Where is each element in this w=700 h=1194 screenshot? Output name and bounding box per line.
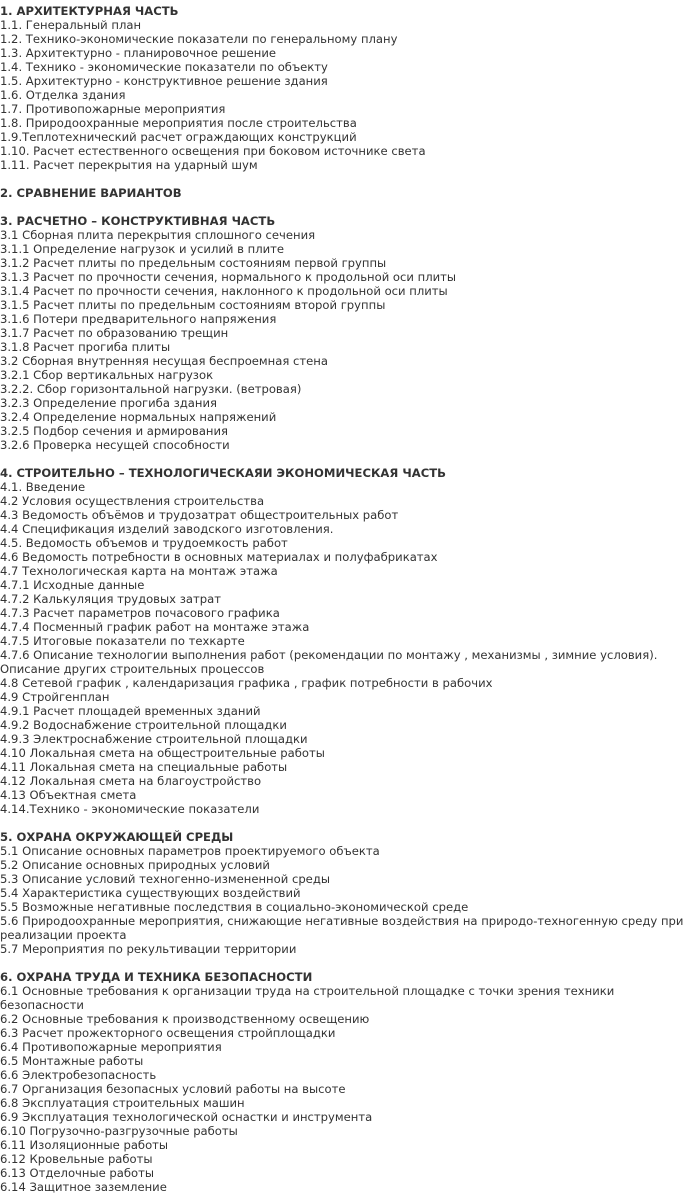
toc-item: 6.14 Защитное заземление — [0, 1180, 167, 1194]
toc-item: 4.9 Стройгенплан — [0, 690, 110, 704]
toc-item: 6.12 Кровельные работы — [0, 1152, 153, 1166]
toc-item: 3.2.3 Определение прогиба здания — [0, 396, 217, 410]
toc-item: 1.10. Расчет естественного освещения при боковом источнике света — [0, 144, 426, 158]
toc-item: 4.7.1 Исходные данные — [0, 578, 145, 592]
toc-item: 1.9.Теплотехнический расчет ограждающих конструкций — [0, 130, 357, 144]
toc-item: 5.3 Описание условий техногенно-измененной среды — [0, 872, 330, 886]
toc-item: 3.1.4 Расчет по прочности сечения, наклонного к продольной оси плиты — [0, 284, 448, 298]
toc-item: 6.5 Монтажные работы — [0, 1054, 144, 1068]
toc-item: 4.11 Локальная смета на специальные работы — [0, 760, 288, 774]
toc-item: 1.7. Противопожарные мероприятия — [0, 102, 226, 116]
toc-item: 3.1.7 Расчет по образованию трещин — [0, 326, 229, 340]
toc-item: 6.3 Расчет прожекторного освещения стройплощадки — [0, 1026, 336, 1040]
section — [0, 970, 700, 1194]
toc-item: 4.2 Условия осуществления строительства — [0, 494, 265, 508]
toc-item: 3.1.6 Потери предварительного напряжения — [0, 312, 277, 326]
toc-item: 4.9.1 Расчет площадей временных зданий — [0, 704, 261, 718]
toc-item: 1.2. Технико-экономические показатели по генеральному плану — [0, 32, 398, 46]
toc-item: 4.14.Технико - экономические показатели — [0, 802, 260, 816]
toc-item: 3.1.3 Расчет по прочности сечения, нормального к продольной оси плиты — [0, 270, 457, 284]
toc-item: 1.3. Архитектурно - планировочное решение — [0, 46, 276, 60]
section — [0, 466, 700, 816]
toc-item: 1.6. Отделка здания — [0, 88, 126, 102]
section-title: 1. АРХИТЕКТУРНАЯ ЧАСТЬ — [0, 4, 179, 18]
toc-item: 6.1 Основные требования к организации труда на строительной площадке с точки зрения техники безопасности — [0, 984, 615, 1012]
toc-item: 4.7.4 Посменный график работ на монтаже этажа — [0, 620, 310, 634]
toc-item: 4.12 Локальная смета на благоустройство — [0, 774, 262, 788]
toc-item: 5.5 Возможные негативные последствия в социально-экономической среде — [0, 900, 469, 914]
toc-item: 1.4. Технико - экономические показатели по объекту — [0, 60, 328, 74]
toc-item: 6.2 Основные требования к производственному освещению — [0, 1012, 370, 1026]
toc-item: 4.10 Локальная смета на общестроительные работы — [0, 746, 325, 760]
toc-item: 3.2.6 Проверка несущей способности — [0, 438, 230, 452]
toc-item: 4.7.5 Итоговые показатели по техкарте — [0, 634, 245, 648]
toc-item: 6.9 Эксплуатация технологической оснастки и инструмента — [0, 1110, 373, 1124]
toc-item: 3.1.1 Определение нагрузок и усилий в плите — [0, 242, 285, 256]
toc-item: 4.3 Ведомость объёмов и трудозатрат общестроительных работ — [0, 508, 399, 522]
section — [0, 830, 700, 956]
toc-item: 3.2 Сборная внутренняя несущая беспроемная стена — [0, 354, 328, 368]
toc-item: 4.8 Сетевой график , календаризация графика , график потребности в рабочих — [0, 676, 493, 690]
section-title: 6. ОХРАНА ТРУДА И ТЕХНИКА БЕЗОПАСНОСТИ — [0, 970, 313, 984]
toc-item: 6.11 Изоляционные работы — [0, 1138, 169, 1152]
section — [0, 186, 700, 200]
section — [0, 4, 700, 172]
toc-item: 6.10 Погрузочно-разгрузочные работы — [0, 1124, 238, 1138]
toc-item: 6.7 Организация безопасных условий работы на высоте — [0, 1082, 346, 1096]
toc-item: 3.1.8 Расчет прогиба плиты — [0, 340, 171, 354]
toc-item: 6.6 Электробезопасность — [0, 1068, 157, 1082]
toc-item: 5.1 Описание основных параметров проектируемого объекта — [0, 844, 380, 858]
section — [0, 214, 700, 452]
toc-item: 3.2.1 Сбор вертикальных нагрузок — [0, 368, 214, 382]
toc-item: 1.8. Природоохранные мероприятия после строительства — [0, 116, 357, 130]
toc-item: 5.7 Мероприятия по рекультивации территории — [0, 942, 297, 956]
section-title: 2. СРАВНЕНИЕ ВАРИАНТОВ — [0, 186, 182, 200]
toc-item: 5.6 Природоохранные мероприятия, снижающие негативные воздействия на природо-техногенную среду при реализации проекта — [0, 914, 684, 942]
toc-item: 4.4 Спецификация изделий заводского изготовления. — [0, 522, 334, 536]
toc-item: 6.4 Противопожарные мероприятия — [0, 1040, 222, 1054]
toc-item: 5.4 Характеристика существующих воздействий — [0, 886, 301, 900]
toc-item: 4.6 Ведомость потребности в основных материалах и полуфабрикатах — [0, 550, 438, 564]
toc-item: 6.8 Эксплуатация строительных машин — [0, 1096, 245, 1110]
toc-item: 4.7.3 Расчет параметров почасового графика — [0, 606, 280, 620]
toc-item: 4.9.3 Электроснабжение строительной площадки — [0, 732, 308, 746]
section-title: 4. СТРОИТЕЛЬНО – ТЕХНОЛОГИЧЕСКАЯИ ЭКОНОМИЧЕСКАЯ ЧАСТЬ — [0, 466, 446, 480]
toc-item: 3.1.2 Расчет плиты по предельным состояниям первой группы — [0, 256, 387, 270]
toc-item: 3.2.5 Подбор сечения и армирования — [0, 424, 229, 438]
toc-item: 4.7.6 Описание технологии выполнения работ (рекомендации по монтажу , механизмы , зимние условия). Описание других строительных процессов — [0, 648, 658, 676]
toc-item: 5.2 Описание основных природных условий — [0, 858, 270, 872]
toc-item: 4.7.2 Калькуляция трудовых затрат — [0, 592, 221, 606]
toc-item: 4.5. Ведомость объемов и трудоемкость работ — [0, 536, 288, 550]
toc-item: 4.7 Технологическая карта на монтаж этажа — [0, 564, 278, 578]
toc-item: 3.1 Сборная плита перекрытия сплошного сечения — [0, 228, 316, 242]
toc-item: 4.9.2 Водоснабжение строительной площадки — [0, 718, 287, 732]
toc-item: 6.13 Отделочные работы — [0, 1166, 155, 1180]
toc-item: 3.2.4 Определение нормальных напряжений — [0, 410, 277, 424]
toc-item: 3.1.5 Расчет плиты по предельным состояниям второй группы — [0, 298, 386, 312]
toc-item: 3.2.2. Сбор горизонтальной нагрузки. (ветровая) — [0, 382, 302, 396]
section-title: 3. РАСЧЕТНО – КОНСТРУКТИВНАЯ ЧАСТЬ — [0, 214, 276, 228]
toc-item: 1.5. Архитектурно - конструктивное решение здания — [0, 74, 328, 88]
toc-item: 1.11. Расчет перекрытия на ударный шум — [0, 158, 258, 172]
toc-item: 4.13 Объектная смета — [0, 788, 137, 802]
toc-item: 4.1. Введение — [0, 480, 86, 494]
section-title: 5. ОХРАНА ОКРУЖАЮЩЕЙ СРЕДЫ — [0, 830, 234, 844]
toc-item: 1.1. Генеральный план — [0, 18, 142, 32]
